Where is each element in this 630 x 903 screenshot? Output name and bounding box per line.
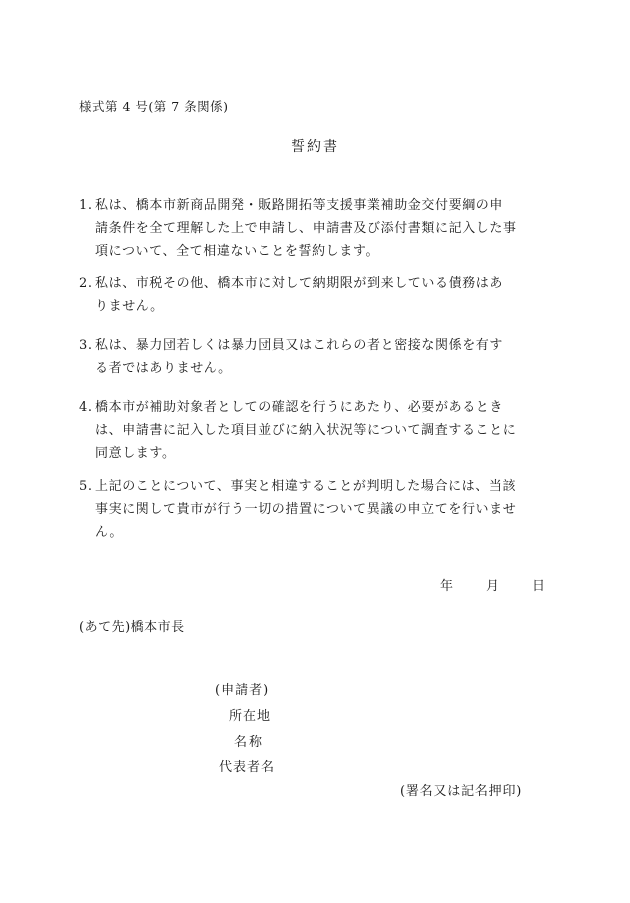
name-label: 名称 [234, 735, 265, 750]
clause-text: 私は、橋本市新商品開発・販路開拓等支援事業補助金交付要綱の申 請条件を全て理解した上で申請し、申請書及び添付書類に記入した事 項について、全て相違ないことを誓約します。 [95, 198, 517, 259]
clause-text: 橋本市が補助対象者としての確認を行うにあたり、必要があるとき は、申請書に記入した項目並びに納入状況等について調査することに 同意します。 [95, 400, 517, 461]
clause-number: 4. [79, 400, 93, 415]
clause-1 [79, 194, 551, 263]
seal-note: (署名又は記名押印) [400, 784, 523, 799]
applicant-heading: (申請者) [215, 683, 270, 698]
clause-number: 2. [79, 276, 93, 291]
clause-text: 私は、暴力団若しくは暴力団員又はこれらの者と密接な関係を有す る者ではありません。 [95, 338, 504, 376]
date-month-label: 月 [486, 579, 500, 594]
address-label: 所在地 [229, 709, 272, 724]
clause-4 [79, 396, 551, 465]
representative-label: 代表者名 [219, 760, 276, 775]
form-number: 様式第 4 号(第 7 条関係) [79, 99, 229, 114]
document-title: 誓約書 [291, 139, 339, 155]
clause-text: 私は、市税その他、橋本市に対して納期限が到来している債務はあ りません。 [95, 276, 504, 314]
date-year-label: 年 [440, 579, 454, 594]
clause-5 [79, 475, 551, 544]
clause-number: 5. [79, 479, 93, 494]
date-day-label: 日 [532, 579, 546, 594]
addressee: (あて先)橋本市長 [79, 620, 185, 635]
clause-2 [79, 272, 551, 318]
clause-number: 3. [79, 338, 93, 353]
clause-text: 上記のことについて、事実と相違することが判明した場合には、当該 事実に関して貴市が行う一切の措置について異議の申立てを行いませ ん。 [95, 479, 517, 540]
clause-3 [79, 334, 551, 380]
clause-number: 1. [79, 198, 93, 213]
